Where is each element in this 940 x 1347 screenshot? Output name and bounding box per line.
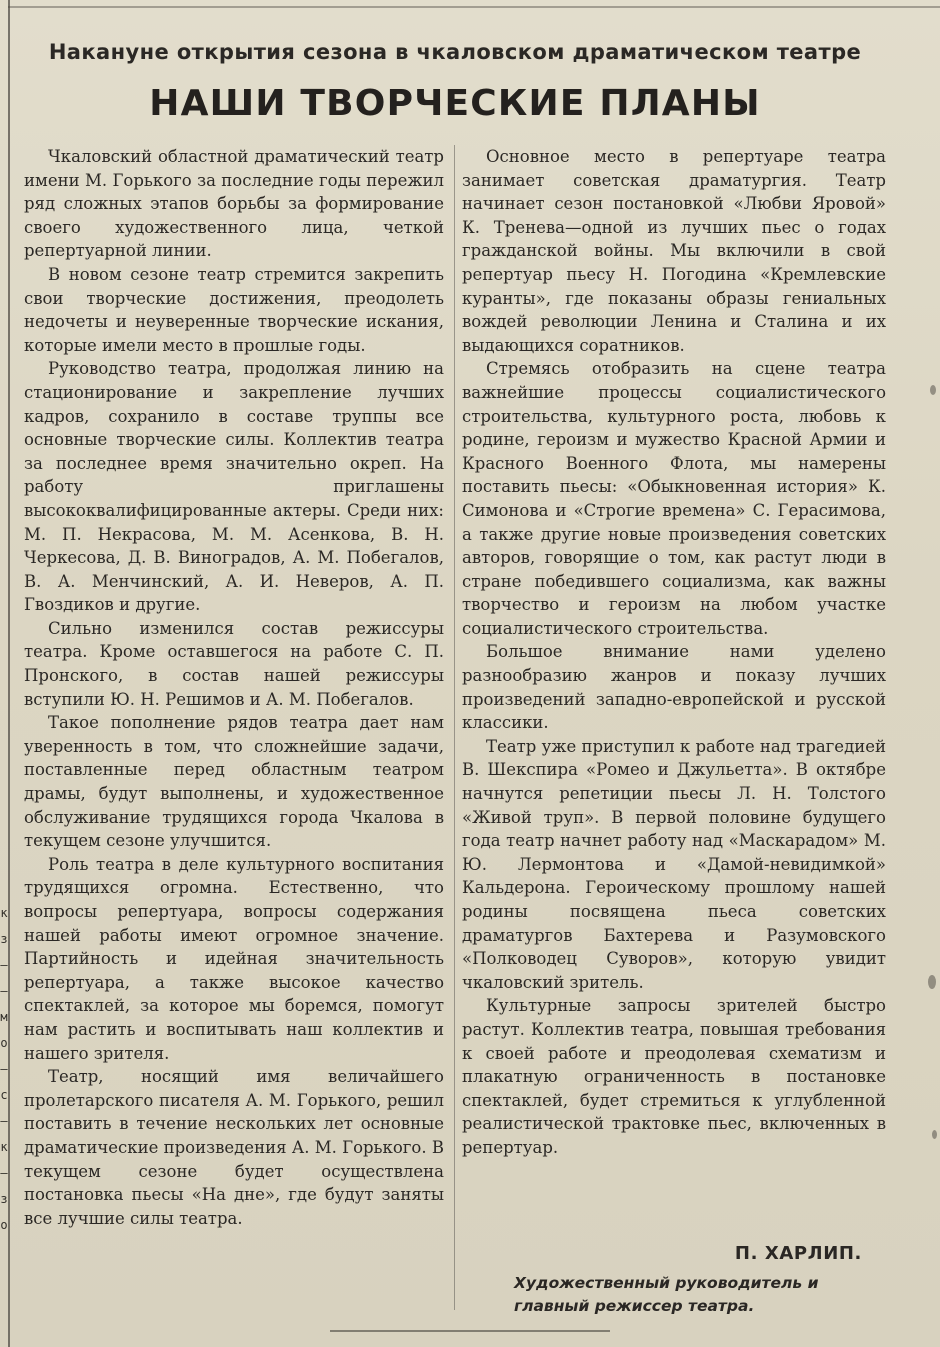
margin-char: к	[0, 906, 8, 920]
print-speck	[930, 385, 936, 395]
paragraph: Театр, носящий имя величайшего пролетарского писателя А. М. Горького, решил поставить в течение нескольких лет основные драматические произведения А. М. Горького. В текущем сезоне будет осуществлена постановка пьесы «На дне», где будут заняты все лучшие силы театра.	[24, 1067, 444, 1228]
paragraph: Чкаловский областной драматический театр имени М. Горького за последние годы пережил ряд сложных этапов борьбы за формирование своего художественного лица, четкой репертуарной линии.	[24, 147, 444, 261]
margin-char: к	[0, 1140, 8, 1154]
paragraph: Руководство театра, продолжая линию на стационирование и закрепление лучших кадров, сохранило в составе труппы все основные творческие силы. Коллектив театра за последнее время значительно окреп. На работу приглашены высококвалифицированные актеры. Среди них: М. П. Некрасова, М. М. Асенкова, В. Н. Черкесова, Д. В. Виноградов, А. М. Побегалов, В. А. Менчинский, А. И. Неверов, А. П. Гвоздиков и другие.	[24, 359, 444, 615]
paragraph: Театр уже приступил к работе над трагедией В. Шекспира «Ромео и Джульетта». В октябре начнутся репетиции пьесы Л. Н. Толстого «Живой труп». В первой половине будущего года театр начнет работу над «Маскарадом» М. Ю. Лермонтова и «Дамой-невидимкой» Кальдерона. Героическому прошлому нашей родины посвящена пьеса советских драматургов Бахтерева и Разумовского «Полководец Суворов», которую увидит чкаловский зритель.	[462, 736, 886, 992]
margin-char: с	[0, 1088, 8, 1102]
paragraph: Основное место в репертуаре театра занимает советская драматургия. Театр начинает сезон постановкой «Любви Яровой» К. Тренева—одной из лучших пьес о годах гражданской войны. Мы включили в свой репертуар пьесу Н. Погодина «Кремлевские куранты», где показаны образы гениальных вождей революции Ленина и Сталина и их выдающихся соратников.	[462, 147, 886, 355]
paragraph: Роль театра в деле культурного воспитания трудящихся огромна. Естественно, что вопросы репертуара, вопросы содержания нашей работы имеют огромное значение. Партийность и идейная значительность репертуара, а также высокое качество спектаклей, за которое мы боремся, помогут нам растить и воспитывать наш коллектив и нашего зрителя.	[24, 854, 444, 1063]
article-column-right	[462, 145, 886, 1160]
margin-char: –	[0, 1114, 8, 1128]
margin-char: м	[0, 1010, 8, 1024]
paragraph: Сильно изменился состав режиссуры театра. Кроме оставшегося на работе С. П. Пронского, в состав нашей режиссуры вступили Ю. Н. Решимов и А. М. Побегалов.	[24, 618, 444, 709]
margin-char: о	[0, 1218, 8, 1232]
paragraph: Культурные запросы зрителей быстро растут. Коллектив театра, повышая требования к своей работе и преодолевая схематизм и плакатную ограниченность в постановке спектаклей, будет стремиться к углубленной реалистической трактовке пьес, включенных в репертуар.	[462, 996, 886, 1157]
print-speck	[932, 1130, 937, 1139]
paragraph: Большое внимание нами уделено разнообразию жанров и показу лучших произведений западно-европейской и русской классики.	[462, 642, 886, 733]
bottom-rule	[330, 1330, 610, 1332]
author-role: Художественный руководитель и главный режиссер театра.	[514, 1274, 819, 1315]
margin-char: –	[0, 984, 8, 998]
paragraph: В новом сезоне театр стремится закрепить свои творческие достижения, преодолеть недочеты и неуверенные творческие искания, которые имели место в прошлые годы.	[24, 264, 444, 355]
margin-char: з	[0, 932, 8, 946]
paragraph: Такое пополнение рядов театра дает нам уверенность в том, что сложнейшие задачи, поставленные перед областным театром драмы, будут выполнены, и художественное обслуживание трудящихся города Чкалова в текущем сезоне улучшится.	[24, 713, 444, 851]
paragraph: Стремясь отобразить на сцене театра важнейшие процессы социалистического строительства, культурного роста, любовь к родине, героизм и мужество Красной Армии и Красного Военного Флота, мы намерены поставить пьесы: «Обыкновенная история» К. Симонова и «Строгие времена» С. Герасимова, а также другие новые произведения советских авторов, говорящие о том, как растут люди в стране победившего социализма, как важны творчество и героизм на любом участке социалистического строительства.	[462, 359, 886, 638]
margin-char: –	[0, 958, 8, 972]
margin-char: –	[0, 1166, 8, 1180]
article-column-left	[24, 145, 444, 1230]
margin-char: з	[0, 1192, 8, 1206]
left-margin-fragment	[0, 900, 8, 1238]
article-kicker: Накануне открытия сезона в чкаловском драматическом театре	[48, 40, 862, 64]
margin-char: о	[0, 1036, 8, 1050]
article-headline: НАШИ ТВОРЧЕСКИЕ ПЛАНЫ	[149, 83, 761, 124]
top-rule	[8, 6, 940, 8]
column-divider	[454, 145, 455, 1310]
print-speck	[928, 975, 936, 989]
author-signature: П. ХАРЛИП.	[734, 1243, 862, 1264]
margin-char: –	[0, 1062, 8, 1076]
left-column-rule	[8, 0, 10, 1347]
